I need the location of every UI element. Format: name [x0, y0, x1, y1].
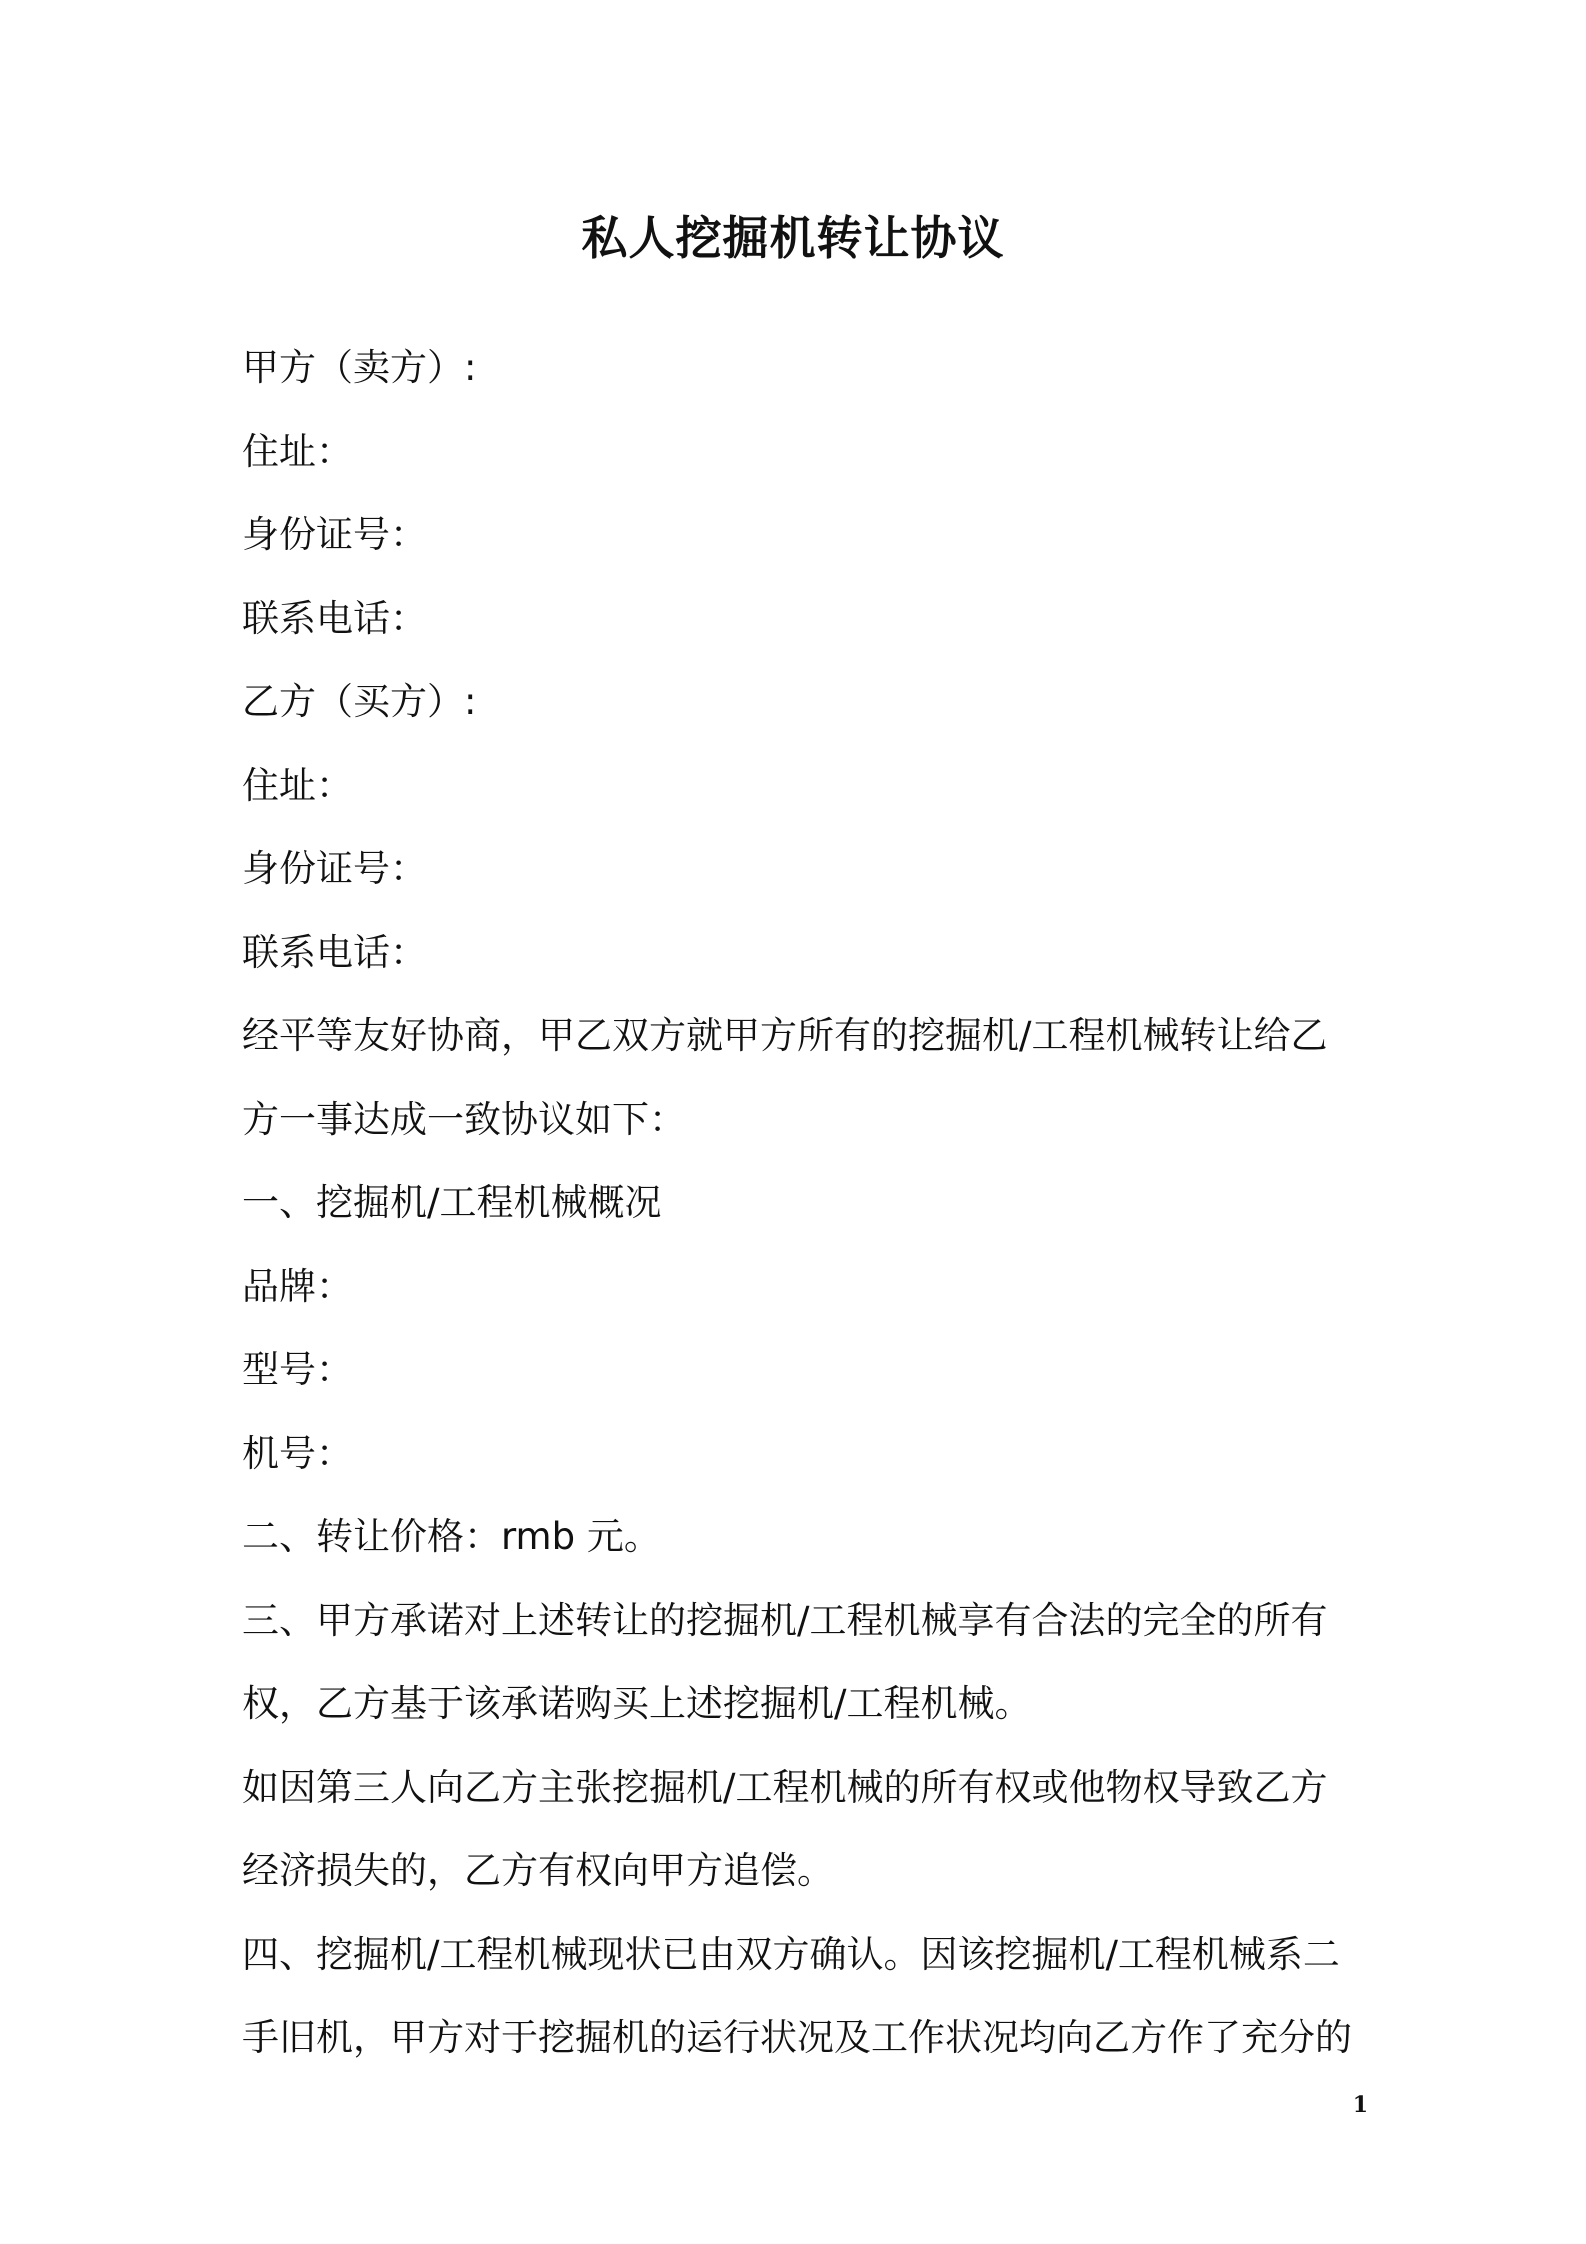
preamble-line-1: 经平等友好协商，甲乙双方就甲方所有的挖掘机/工程机械转让给乙 [242, 1014, 1328, 1057]
section-3-para-2-line-1: 如因第三人向乙方主张挖掘机/工程机械的所有权或他物权导致乙方 [242, 1765, 1328, 1809]
seller-address-label: 住址： [242, 429, 353, 473]
section-3-para-2-line-2: 经济损失的，乙方有权向甲方追偿。 [242, 1849, 834, 1892]
section-4-line-1: 四、挖掘机/工程机械现状已由双方确认。因该挖掘机/工程机械系二 [242, 1932, 1340, 1976]
section-1-heading: 一、挖掘机/工程机械概况 [242, 1181, 662, 1224]
section-3-line-2: 权，乙方基于该承诺购买上述挖掘机/工程机械。 [242, 1682, 1032, 1725]
section-2-price: 二、转让价格：rmb 元。 [242, 1515, 661, 1558]
seller-phone-label: 联系电话： [242, 596, 427, 640]
section-3-line-1: 三、甲方承诺对上述转让的挖掘机/工程机械享有合法的完全的所有 [242, 1598, 1328, 1642]
section-4-line-2: 手旧机，甲方对于挖掘机的运行状况及工作状况均向乙方作了充分的 [242, 2016, 1352, 2059]
preamble-line-2: 方一事达成一致协议如下： [242, 1097, 686, 1141]
seller-label: 甲方（卖方）: [242, 346, 477, 389]
buyer-phone-label: 联系电话： [242, 930, 427, 974]
machine-number-label: 机号： [242, 1431, 353, 1475]
buyer-label: 乙方（买方）: [242, 680, 477, 723]
page-number: 1 [1352, 2092, 1368, 2118]
document-body [242, 326, 1362, 2080]
document-title: 私人挖掘机转让协议 [581, 211, 1005, 265]
buyer-address-label: 住址： [242, 763, 353, 807]
model-label: 型号： [242, 1348, 353, 1391]
seller-id-label: 身份证号： [242, 513, 427, 556]
brand-label: 品牌： [242, 1264, 353, 1308]
buyer-id-label: 身份证号： [242, 847, 427, 890]
